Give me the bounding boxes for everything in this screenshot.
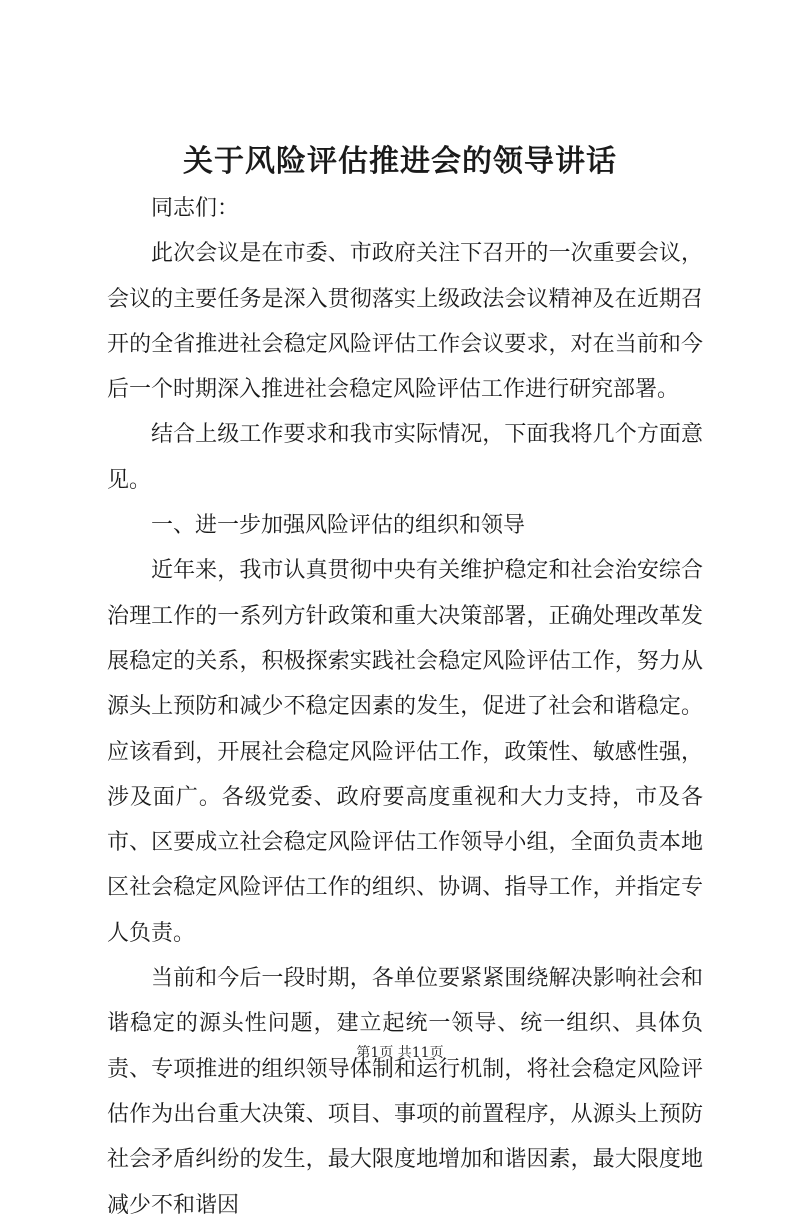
body-paragraph: 此次会议是在市委、市政府关注下召开的一次重要会议，会议的主要任务是深入贯彻落实上级政法会议精神及在近期召开的全省推进社会稳定风险评估工作会议要求，对在当前和今后一个时期深入推进社会稳定风险评估工作进行研究部署。 — [107, 241, 703, 403]
document-body — [107, 186, 703, 1228]
page-number-footer: 第1页 共11页 — [356, 1045, 444, 1061]
body-paragraph: 当前和今后一段时期，各单位要紧紧围绕解决影响社会和谐稳定的源头性问题，建立起统一领导、统一组织、具体负责、专项推进的组织领导体制和运行机制，将社会稳定风险评估作为出台重大决策、项目、事项的前置程序，从源头上预防社会矛盾纠纷的发生，最大限度地增加和谐因素，最大限度地减少不和谐因 — [107, 966, 703, 1218]
section-heading: 一、进一步加强风险评估的组织和领导 — [151, 513, 526, 539]
document-title: 关于风险评估推进会的领导讲话 — [183, 144, 617, 179]
salutation-paragraph: 同志们： — [151, 196, 240, 221]
body-paragraph: 结合上级工作要求和我市实际情况，下面我将几个方面意见。 — [107, 422, 703, 493]
body-paragraph: 近年来，我市认真贯彻中央有关维护稳定和社会治安综合治理工作的一系列方针政策和重大决策部署，正确处理改革发展稳定的关系，积极探索实践社会稳定风险评估工作，努力从源头上预防和减少不稳定因素的发生，促进了社会和谐稳定。应该看到，开展社会稳定风险评估工作，政策性、敏感性强，涉及面广。各级党委、政府要高度重视和大力支持，市及各市、区要成立社会稳定风险评估工作领导小组，全面负责本地区社会稳定风险评估工作的组织、协调、指导工作，并指定专人负责。 — [107, 558, 703, 946]
